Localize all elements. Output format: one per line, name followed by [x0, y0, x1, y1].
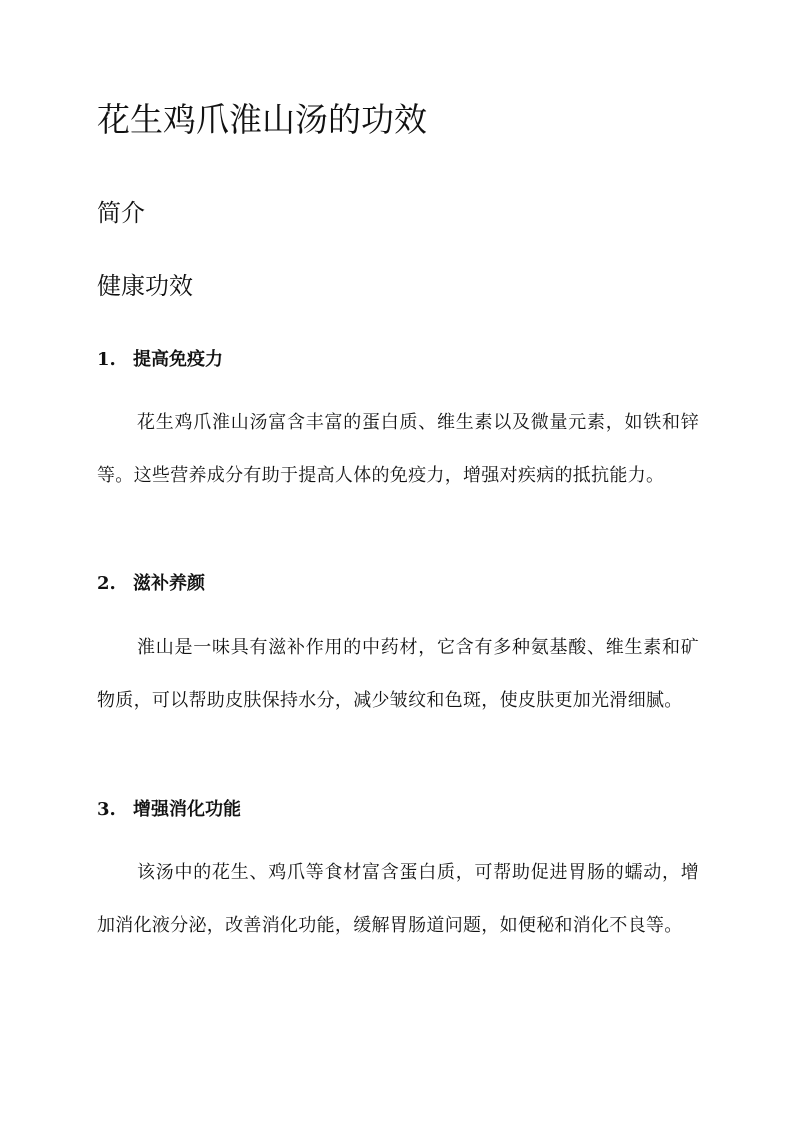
benefit-number-1: 1. — [97, 349, 116, 370]
benefit-paragraph-2: 淮山是一味具有滋补作用的中药材，它含有多种氨基酸、维生素和矿物质，可以帮助皮肤保持水分，减少皱纹和色斑，使皮肤更加光滑细腻。 — [97, 637, 699, 711]
benefit-paragraph-1: 花生鸡爪淮山汤富含丰富的蛋白质、维生素以及微量元素，如铁和锌等。这些营养成分有助于提高人体的免疫力，增强对疾病的抵抗能力。 — [97, 412, 699, 486]
benefit-title-3: 增强消化功能 — [133, 799, 241, 820]
benefit-title-2: 滋补养颜 — [133, 573, 205, 594]
benefit-heading-2 — [97, 571, 205, 597]
benefit-number-2: 2. — [97, 573, 116, 594]
document-title: 花生鸡爪淮山汤的功效 — [97, 100, 427, 139]
benefit-number-3: 3. — [97, 799, 116, 820]
section-heading-benefits: 健康功效 — [97, 272, 193, 300]
benefit-title-1: 提高免疫力 — [133, 349, 223, 370]
section-heading-intro: 简介 — [97, 199, 145, 227]
benefit-heading-3 — [97, 797, 241, 823]
benefit-paragraph-3: 该汤中的花生、鸡爪等食材富含蛋白质，可帮助促进胃肠的蠕动，增加消化液分泌，改善消化功能，缓解胃肠道问题，如便秘和消化不良等。 — [97, 862, 699, 936]
benefit-heading-1 — [97, 347, 223, 373]
